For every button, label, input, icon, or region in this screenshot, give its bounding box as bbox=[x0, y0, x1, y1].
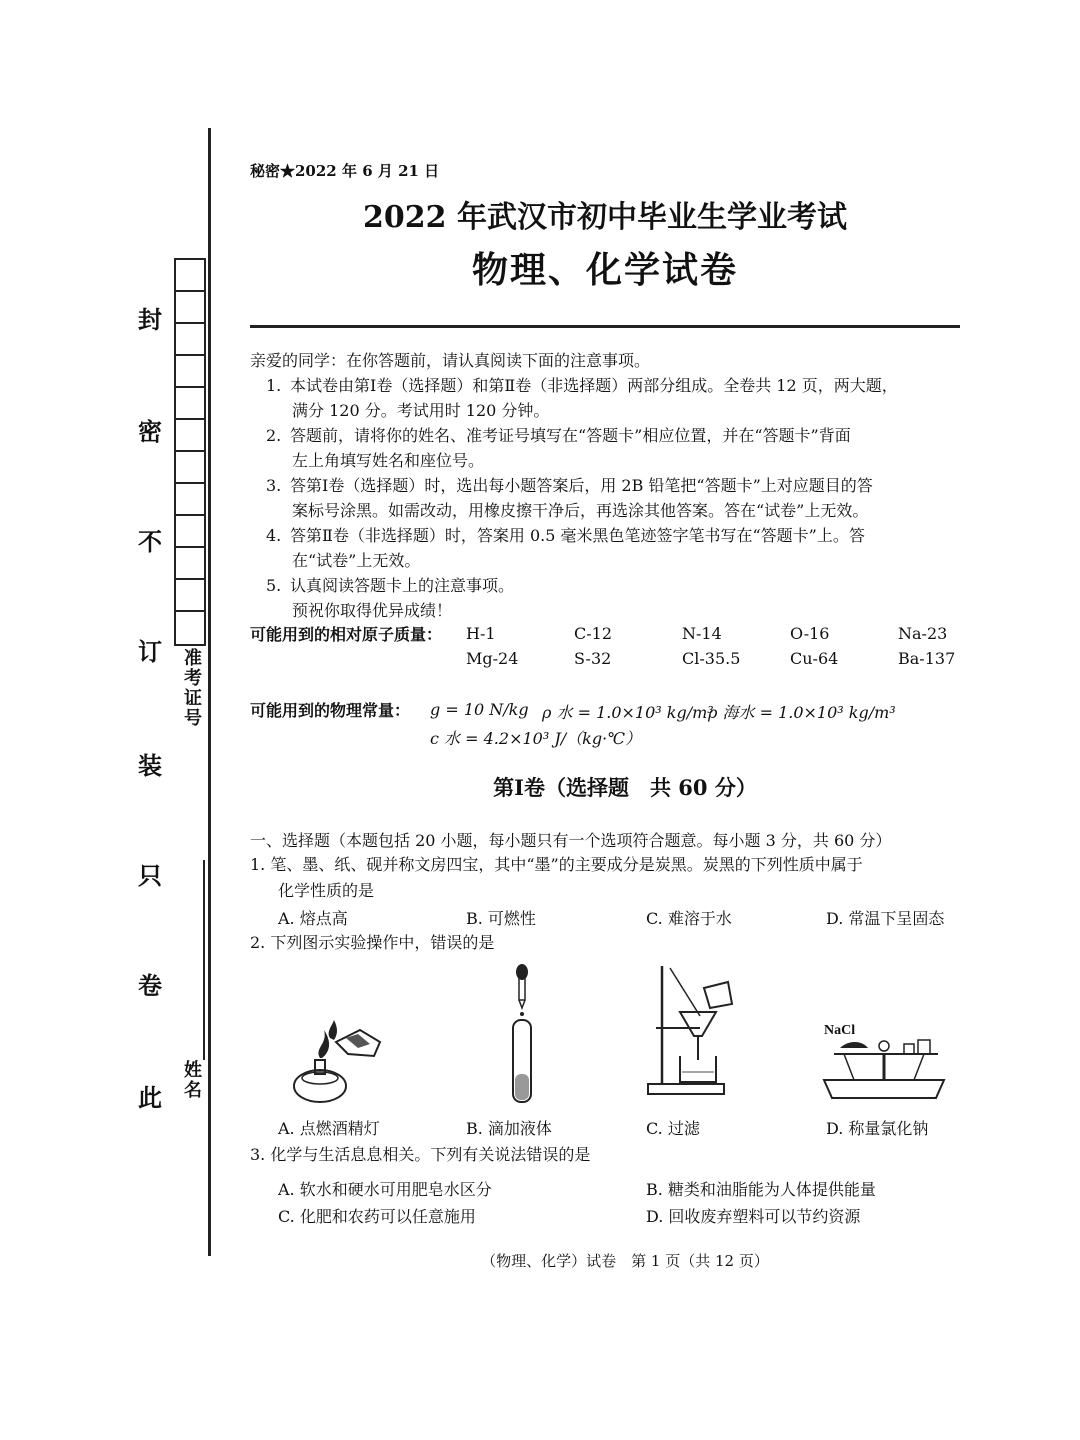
constant-rho-water: ρ 水 = 1.0×10³ kg/m³ bbox=[542, 703, 714, 722]
question-3-option: A. 软水和硬水可用肥皂水区分 bbox=[278, 1180, 492, 1199]
alcohol-lamp-figure bbox=[288, 1008, 388, 1108]
name-label: 姓名 bbox=[181, 1060, 202, 1100]
seal-char: 只 bbox=[138, 861, 162, 890]
notice-num: 3. bbox=[266, 476, 282, 495]
filtration-figure bbox=[640, 960, 740, 1100]
seal-char: 密 bbox=[138, 417, 162, 446]
question-1-option: D. 常温下呈固态 bbox=[826, 909, 945, 928]
dropper-test-tube-figure bbox=[500, 962, 544, 1112]
balance-figure bbox=[814, 1018, 954, 1104]
atomic-mass: C-12 bbox=[574, 624, 613, 643]
section-title: 第Ⅰ卷（选择题 共 60 分） bbox=[493, 775, 757, 800]
exam-title: 2022 年武汉市初中毕业生学业考试 bbox=[363, 200, 847, 235]
notice-text: 案标号涂黑。如需改动，用橡皮擦干净后，再选涂其他答案。答在“试卷”上无效。 bbox=[292, 501, 869, 520]
seal-char: 封 bbox=[138, 305, 162, 334]
name-line[interactable] bbox=[203, 860, 205, 1060]
atomic-mass: Mg-24 bbox=[466, 649, 519, 668]
atomic-mass: O-16 bbox=[790, 624, 830, 643]
constant-c-water: c 水 = 4.2×10³ J/（kg·℃） bbox=[430, 729, 642, 748]
notice-text: 左上角填写姓名和座位号。 bbox=[292, 451, 485, 470]
notice-item bbox=[266, 423, 966, 473]
constant-g: g = 10 N/kg bbox=[430, 700, 529, 719]
notice-text: 满分 120 分。考试用时 120 分钟。 bbox=[292, 401, 550, 420]
seal-char: 装 bbox=[138, 751, 162, 780]
secret-line: 秘密★2022 年 6 月 21 日 bbox=[250, 162, 440, 180]
atomic-mass: S-32 bbox=[574, 649, 612, 668]
notice-closing: 预祝你取得优异成绩！ bbox=[292, 601, 453, 620]
atomic-mass: Na-23 bbox=[898, 624, 948, 643]
notice-text: 答第Ⅱ卷（非选择题）时，答案用 0.5 毫米黑色笔迹签字笔书写在“答题卡”上。答 bbox=[290, 526, 865, 545]
constant-rho-seawater: ρ 海水 = 1.0×10³ kg/m³ bbox=[708, 703, 896, 722]
notice-intro: 亲爱的同学：在你答题前，请认真阅读下面的注意事项。 bbox=[250, 351, 651, 370]
notice-text: 答题前，请将你的姓名、准考证号填写在“答题卡”相应位置，并在“答题卡”背面 bbox=[290, 426, 851, 445]
exam-id-label: 准考证号 bbox=[181, 648, 202, 728]
question-1-option: B. 可燃性 bbox=[466, 909, 536, 928]
question-1-option: A. 熔点高 bbox=[278, 909, 348, 928]
atomic-mass: Cl-35.5 bbox=[682, 649, 741, 668]
notice-item bbox=[266, 523, 966, 573]
binding-line bbox=[208, 128, 211, 1256]
question-2-stem: 2. 下列图示实验操作中，错误的是 bbox=[250, 933, 495, 952]
notice-text: 本试卷由第Ⅰ卷（选择题）和第Ⅱ卷（非选择题）两部分组成。全卷共 12 页，两大题， bbox=[290, 376, 898, 395]
seal-char: 此 bbox=[138, 1083, 162, 1112]
question-3-stem: 3. 化学与生活息息相关。下列有关说法错误的是 bbox=[250, 1145, 591, 1164]
page-footer: （物理、化学）试卷 第 1 页（共 12 页） bbox=[481, 1252, 769, 1270]
question-2-option: D. 称量氯化钠 bbox=[826, 1119, 929, 1138]
atomic-mass: N-14 bbox=[682, 624, 722, 643]
section-intro: 一、选择题（本题包括 20 小题，每小题只有一个选项符合题意。每小题 3 分，共 60 分） bbox=[250, 831, 892, 850]
question-3-option: C. 化肥和农药可以任意施用 bbox=[278, 1207, 476, 1226]
notice-text: 在“试卷”上无效。 bbox=[292, 551, 421, 570]
atomic-mass-label: 可能用到的相对原子质量： bbox=[250, 625, 443, 644]
notice-item bbox=[266, 573, 966, 623]
atomic-mass: H-1 bbox=[466, 624, 496, 643]
nacl-label: NaCl bbox=[824, 1023, 856, 1038]
notice-item bbox=[266, 373, 966, 423]
paper-title: 物理、化学试卷 bbox=[471, 249, 738, 291]
question-2-option: B. 滴加液体 bbox=[466, 1119, 552, 1138]
seal-char: 订 bbox=[138, 637, 162, 666]
question-2-option: A. 点燃酒精灯 bbox=[278, 1119, 380, 1138]
question-3-option: B. 糖类和油脂能为人体提供能量 bbox=[646, 1180, 876, 1199]
notice-num: 2. bbox=[266, 426, 282, 445]
question-2-option: C. 过滤 bbox=[646, 1119, 700, 1138]
seal-char: 不 bbox=[138, 527, 162, 556]
atomic-mass: Ba-137 bbox=[898, 649, 956, 668]
exam-id-boxes[interactable] bbox=[174, 258, 206, 646]
constants-label: 可能用到的物理常量： bbox=[250, 701, 411, 720]
header-divider bbox=[250, 325, 960, 328]
notice-text: 答第Ⅰ卷（选择题）时，选出每小题答案后，用 2B 铅笔把“答题卡”上对应题目的答 bbox=[290, 476, 873, 495]
notice-num: 4. bbox=[266, 526, 282, 545]
atomic-mass: Cu-64 bbox=[790, 649, 839, 668]
notice-text: 认真阅读答题卡上的注意事项。 bbox=[290, 576, 515, 595]
question-1-option: C. 难溶于水 bbox=[646, 909, 732, 928]
notice-num: 1. bbox=[266, 376, 282, 395]
seal-char: 卷 bbox=[138, 971, 162, 1000]
notice-item bbox=[266, 473, 966, 523]
question-3-option: D. 回收废弃塑料可以节约资源 bbox=[646, 1207, 861, 1226]
question-1-stem: 化学性质的是 bbox=[278, 881, 375, 900]
notice-num: 5. bbox=[266, 576, 282, 595]
question-1-stem: 1. 笔、墨、纸、砚并称文房四宝，其中“墨”的主要成分是炭黑。炭黑的下列性质中属于 bbox=[250, 855, 863, 874]
